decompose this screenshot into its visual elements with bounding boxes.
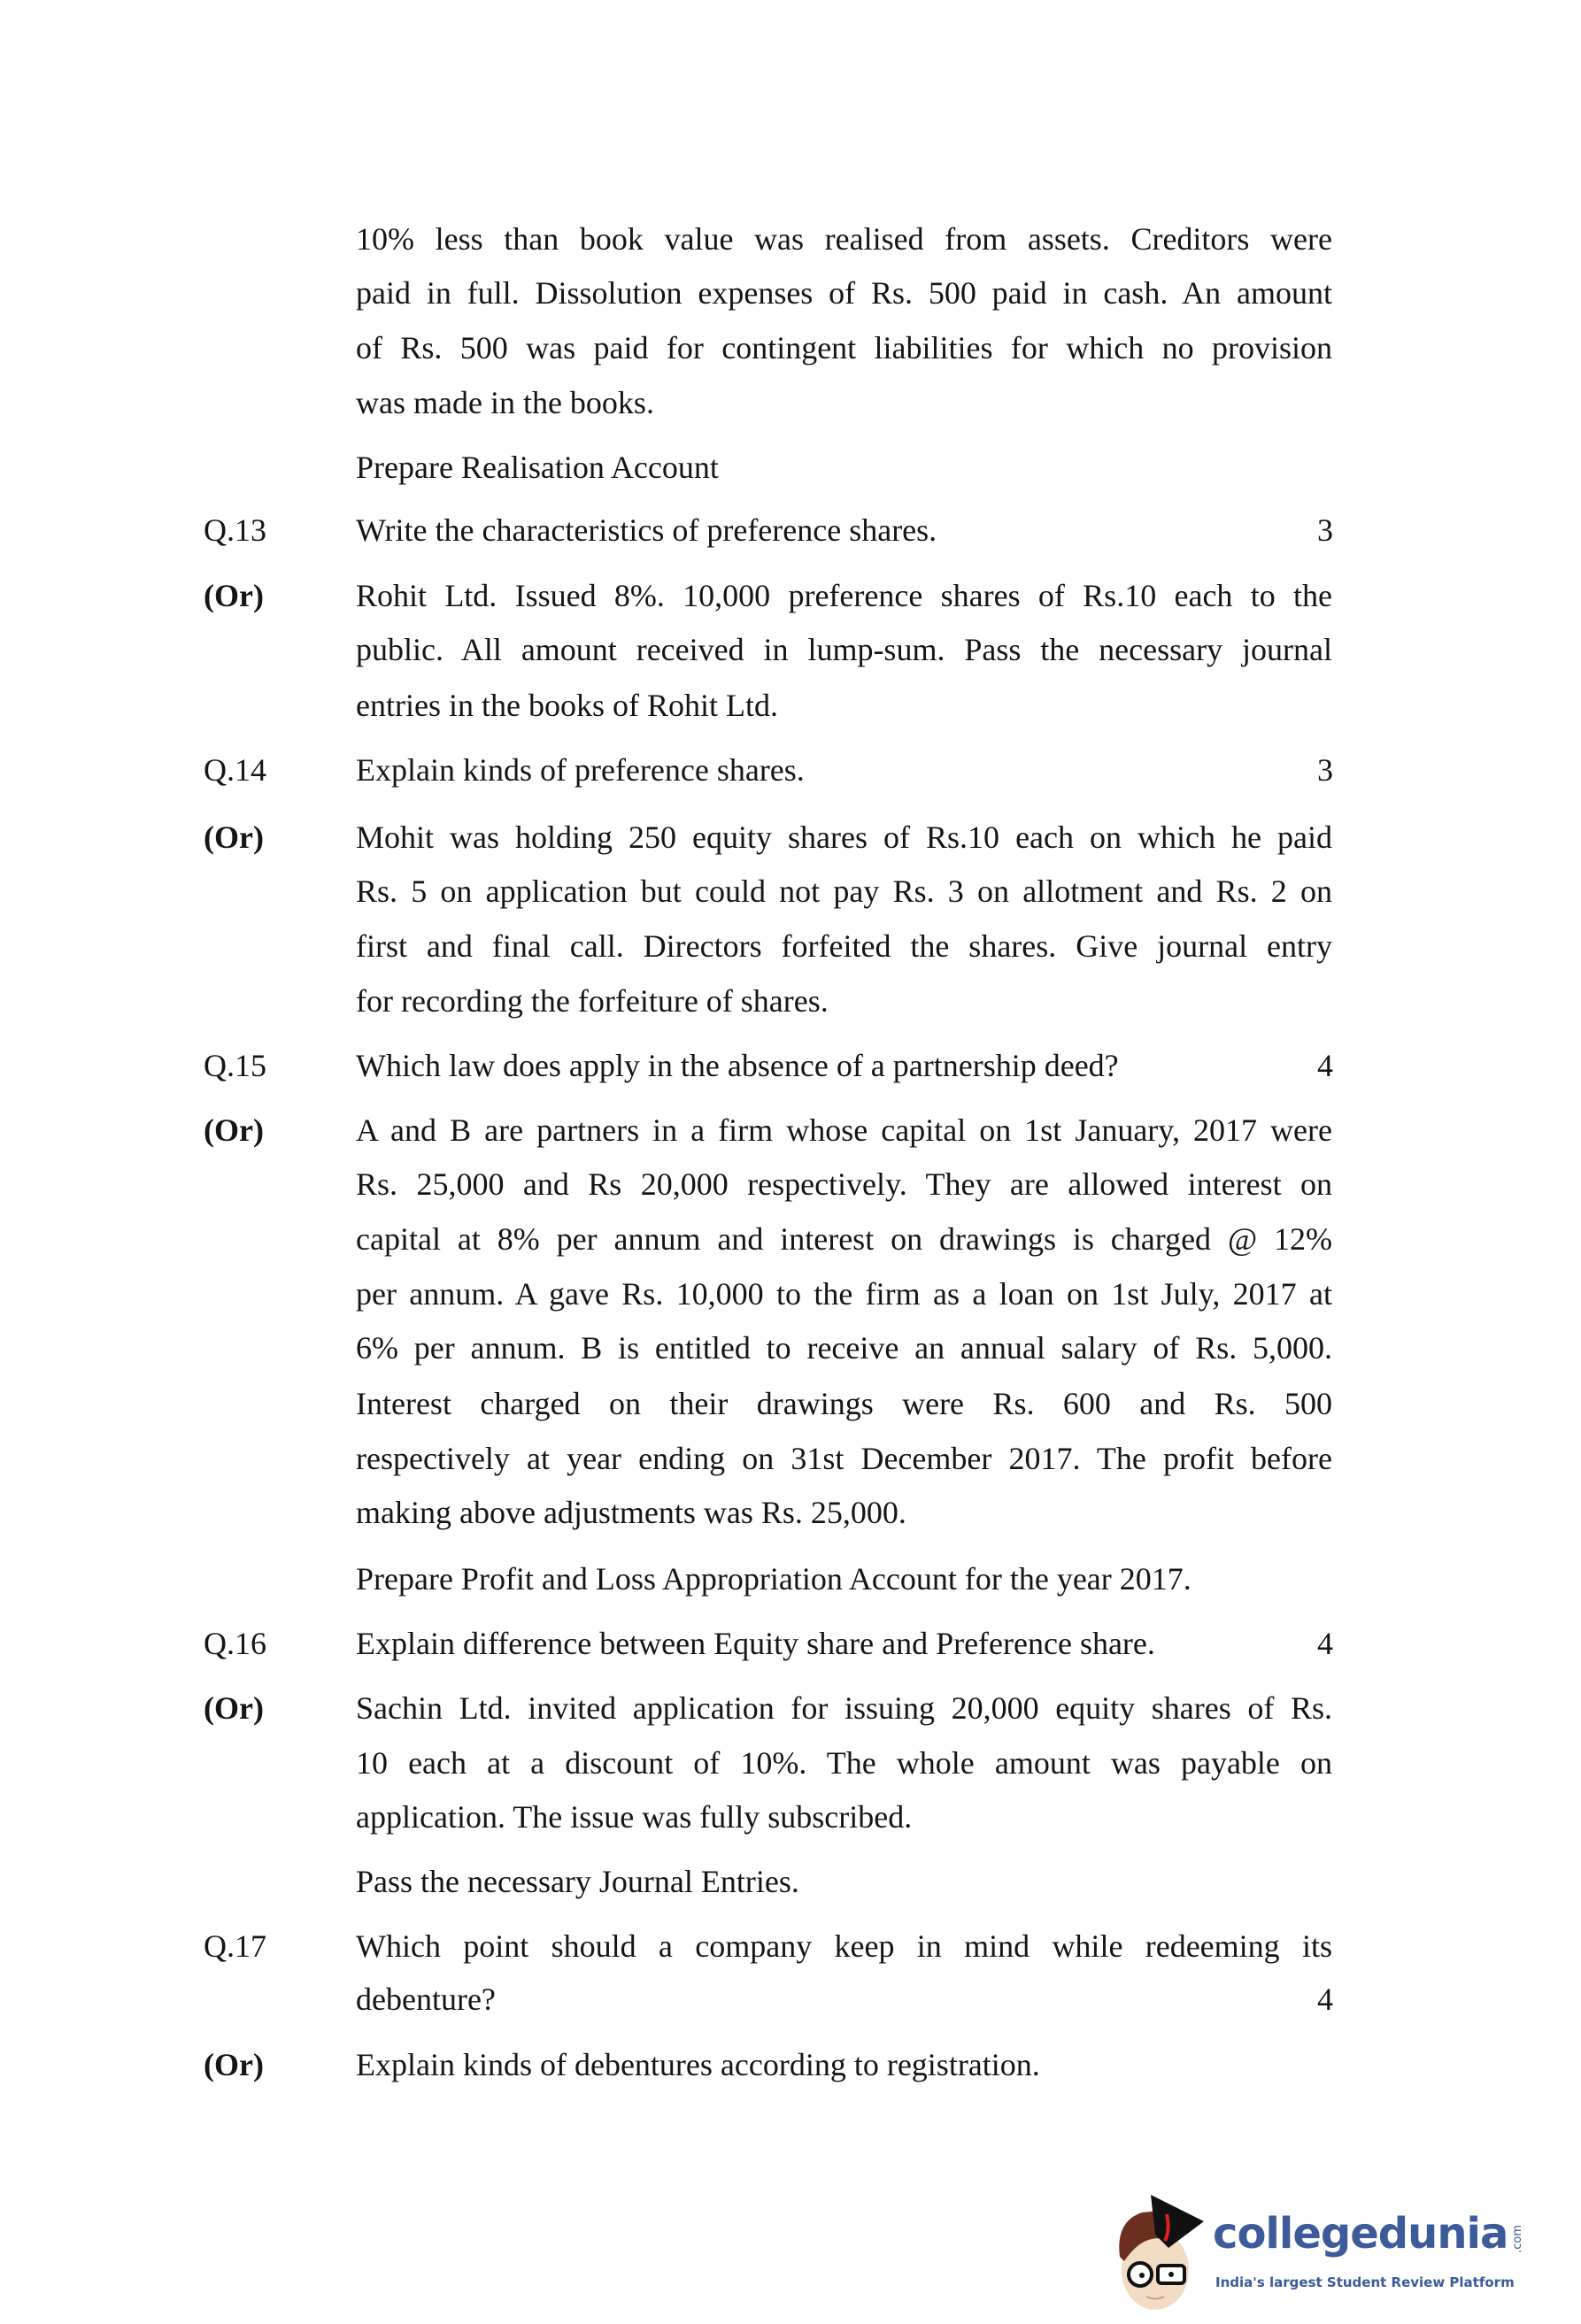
text-line: Interest charged on their drawings were Rs. 600 and Rs. 500	[356, 1386, 1332, 1421]
question-text: debenture?	[356, 1982, 496, 2017]
text-line: entries in the books of Rohit Ltd.	[356, 688, 778, 723]
question-text: Which point should a company keep in mind while redeeming its	[356, 1928, 1332, 1964]
question-text: Explain kinds of preference shares.	[356, 752, 805, 788]
text-line: first and final call. Directors forfeited the shares. Give journal entry	[356, 928, 1332, 964]
instruction: Prepare Realisation Account	[356, 450, 719, 485]
instruction: Prepare Profit and Loss Appropriation Account for the year 2017.	[356, 1561, 1192, 1597]
question-text: Explain difference between Equity share and Preference share.	[356, 1626, 1155, 1661]
text-line: paid in full. Dissolution expenses of Rs. 500 paid in cash. An amount	[356, 275, 1332, 311]
brand-suffix: .com	[1511, 2225, 1525, 2253]
or-label: (Or)	[204, 820, 264, 855]
mascot-icon	[1107, 2186, 1213, 2319]
marks: 4	[1317, 1626, 1333, 1661]
brand-row	[1213, 2207, 1524, 2260]
or-label: (Or)	[204, 1112, 264, 1148]
question-text: Which law does apply in the absence of a partnership deed?	[356, 1048, 1119, 1083]
text-line: Mohit was holding 250 equity shares of Rs.10 each on which he paid	[356, 820, 1332, 855]
marks: 4	[1317, 1048, 1333, 1083]
text-line: A and B are partners in a firm whose capital on 1st January, 2017 were	[356, 1112, 1332, 1148]
or-label: (Or)	[204, 1690, 264, 1726]
question-text: Write the characteristics of preference shares.	[356, 512, 937, 548]
text-line: for recording the forfeiture of shares.	[356, 983, 829, 1019]
text-line: 6% per annum. B is entitled to receive an annual salary of Rs. 5,000.	[356, 1330, 1332, 1366]
text-line: 10% less than book value was realised from assets. Creditors were	[356, 221, 1332, 257]
text-line: public. All amount received in lump-sum. Pass the necessary journal	[356, 632, 1332, 667]
question-number: Q.15	[204, 1048, 266, 1083]
instruction: Pass the necessary Journal Entries.	[356, 1864, 799, 1899]
or-label: (Or)	[204, 2047, 264, 2082]
text-line: capital at 8% per annum and interest on drawings is charged @ 12%	[356, 1221, 1332, 1257]
brand-tagline: India's largest Student Review Platform	[1215, 2274, 1515, 2290]
text-line: was made in the books.	[356, 385, 654, 420]
text-line: Rohit Ltd. Issued 8%. 10,000 preference shares of Rs.10 each to the	[356, 578, 1332, 613]
text-line: making above adjustments was Rs. 25,000.	[356, 1495, 906, 1530]
text-line: of Rs. 500 was paid for contingent liabilities for which no provision	[356, 330, 1332, 366]
collegedunia-watermark	[1107, 2186, 1567, 2319]
question-number: Q.17	[204, 1928, 266, 1964]
marks: 3	[1317, 752, 1333, 788]
text-line: application. The issue was fully subscribed.	[356, 1799, 913, 1835]
question-number: Q.13	[204, 512, 266, 548]
or-label: (Or)	[204, 578, 264, 613]
text-line: Rs. 25,000 and Rs 20,000 respectively. They are allowed interest on	[356, 1166, 1332, 1202]
text-line: Explain kinds of debentures according to registration.	[356, 2047, 1040, 2082]
text-line: Sachin Ltd. invited application for issuing 20,000 equity shares of Rs.	[356, 1690, 1332, 1726]
text-line: Rs. 5 on application but could not pay Rs. 3 on allotment and Rs. 2 on	[356, 873, 1332, 909]
marks: 4	[1317, 1982, 1333, 2017]
marks: 3	[1317, 512, 1333, 548]
question-number: Q.14	[204, 752, 266, 788]
question-number: Q.16	[204, 1626, 266, 1661]
text-line: 10 each at a discount of 10%. The whole amount was payable on	[356, 1745, 1332, 1781]
brand-name: collegedunia	[1213, 2209, 1508, 2259]
text-line: per annum. A gave Rs. 10,000 to the firm as a loan on 1st July, 2017 at	[356, 1276, 1332, 1312]
text-line: respectively at year ending on 31st December 2017. The profit before	[356, 1441, 1332, 1476]
